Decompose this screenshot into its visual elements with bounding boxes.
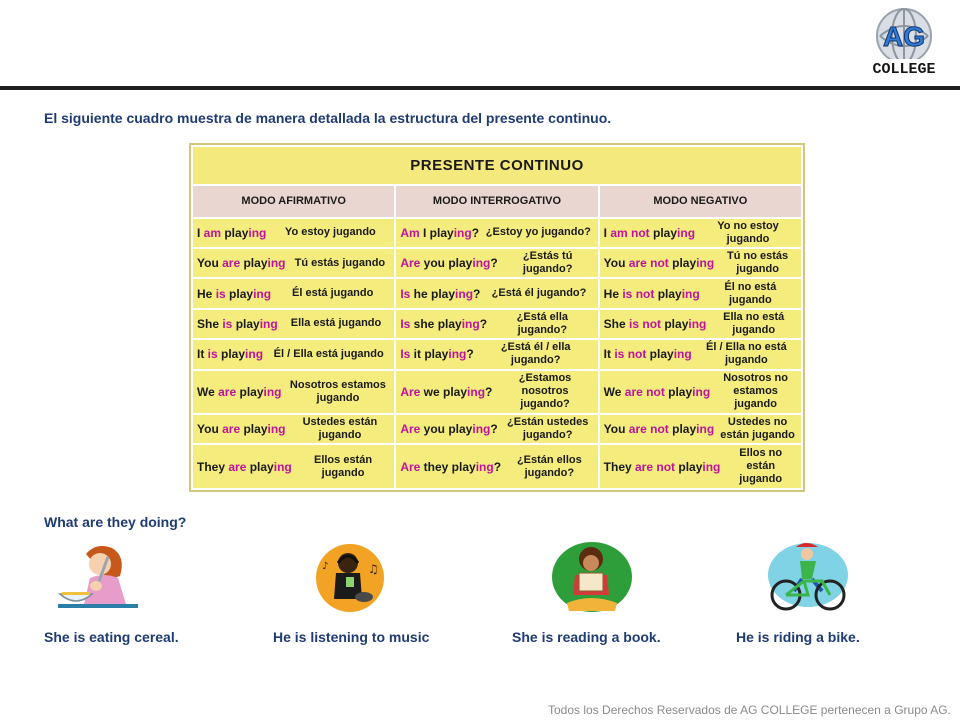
intro-text: El siguiente cuadro muestra de manera detallada la estructura del presente continuo. <box>44 110 612 126</box>
header-interrogative: MODO INTERROGATIVO <box>395 185 598 218</box>
caption-riding-bike: He is riding a bike. <box>736 629 860 645</box>
svg-text:AG: AG <box>883 21 925 52</box>
exercise-question: What are they doing? <box>44 514 187 530</box>
cell-interrogative <box>395 309 598 339</box>
cell-interrogative <box>395 218 598 248</box>
table-row <box>192 414 802 444</box>
english-form: You are not playing <box>603 422 715 437</box>
english-form: Is she playing? <box>400 316 488 331</box>
girl-reading-book-image <box>551 541 633 613</box>
cell-interrogative <box>395 248 598 278</box>
spanish-translation: Ellos no están jugando <box>739 447 783 486</box>
english-form: You are playing <box>197 422 286 437</box>
english-form: They are not playing <box>603 459 721 474</box>
spanish-translation: ¿Están ustedes jugando? <box>507 416 589 442</box>
english-form: They are playing <box>197 459 292 474</box>
english-form: Is it playing? <box>400 347 474 362</box>
cell-interrogative <box>395 414 598 444</box>
header-negative: MODO NEGATIVO <box>599 185 802 218</box>
english-form: It is not playing <box>603 347 692 362</box>
english-form: I am playing <box>197 225 267 240</box>
table-row <box>192 339 802 369</box>
spanish-translation: ¿Está él / ella jugando? <box>500 341 571 367</box>
english-form: Are you playing? <box>400 422 498 437</box>
cell-negative <box>599 248 802 278</box>
english-form: Am I playing? <box>400 225 480 240</box>
table-row <box>192 444 802 489</box>
spanish-translation: Yo estoy jugando <box>284 226 376 239</box>
cell-affirmative <box>192 218 395 248</box>
spanish-translation: Ella está jugando <box>290 317 382 330</box>
spanish-translation: Ustedes no están jugando <box>720 416 795 442</box>
table-title: PRESENTE CONTINUO <box>192 146 802 185</box>
english-form: It is playing <box>197 347 264 362</box>
cell-affirmative <box>192 444 395 489</box>
spanish-translation: Él / Ella no está jugando <box>706 341 787 367</box>
english-form: Are they playing? <box>400 459 502 474</box>
boy-riding-bike-image <box>766 541 850 613</box>
cell-interrogative <box>395 444 598 489</box>
cell-affirmative <box>192 309 395 339</box>
spanish-translation: Él está jugando <box>292 287 374 300</box>
english-form: You are not playing <box>603 256 715 271</box>
cell-affirmative <box>192 278 395 308</box>
spanish-translation: ¿Están ellos jugando? <box>516 453 582 479</box>
cell-negative <box>599 370 802 415</box>
spanish-translation: Yo no estoy jugando <box>717 219 779 245</box>
grammar-table <box>191 145 803 490</box>
table-body <box>192 218 802 489</box>
spanish-translation: Él no está jugando <box>724 280 777 306</box>
cell-affirmative <box>192 414 395 444</box>
boy-listening-music-image <box>314 543 386 613</box>
table-row <box>192 278 802 308</box>
spanish-translation: ¿Estamos nosotros jugando? <box>518 372 572 411</box>
spanish-translation: ¿Estoy yo jugando? <box>485 226 591 239</box>
english-form: She is not playing <box>603 316 707 331</box>
cell-interrogative <box>395 339 598 369</box>
english-form: I am not playing <box>603 225 696 240</box>
english-form: Are you playing? <box>400 256 498 271</box>
copyright-footer: Todos los Derechos Reservados de AG COLLEGE pertenecen a Grupo AG. <box>548 703 951 717</box>
spanish-translation: ¿Está ella jugando? <box>516 310 569 336</box>
svg-text:♪: ♪ <box>322 561 329 572</box>
table-row <box>192 309 802 339</box>
spanish-translation: ¿Está él jugando? <box>491 287 587 300</box>
header-affirmative: MODO AFIRMATIVO <box>192 185 395 218</box>
english-form: Is he playing? <box>400 286 481 301</box>
spanish-translation: Ustedes están jugando <box>302 416 378 442</box>
cell-interrogative <box>395 278 598 308</box>
english-form: We are not playing <box>603 384 711 399</box>
english-form: Are we playing? <box>400 384 493 399</box>
svg-text:COLLEGE: COLLEGE <box>872 61 936 78</box>
spanish-translation: ¿Estás tú jugando? <box>522 250 573 276</box>
caption-reading-book: She is reading a book. <box>512 629 661 645</box>
caption-listening-music: He is listening to music <box>273 629 430 645</box>
cell-negative <box>599 218 802 248</box>
spanish-translation: Él / Ella está jugando <box>273 347 384 360</box>
cell-interrogative <box>395 370 598 415</box>
cell-negative <box>599 339 802 369</box>
spanish-translation: Nosotros no estamos jugando <box>723 372 788 411</box>
cell-negative <box>599 414 802 444</box>
spanish-translation: Ella no está jugando <box>723 310 785 336</box>
cell-negative <box>599 444 802 489</box>
english-form: He is not playing <box>603 286 700 301</box>
spanish-translation: Nosotros estamos jugando <box>289 378 386 404</box>
table-row <box>192 248 802 278</box>
caption-eating-cereal: She is eating cereal. <box>44 629 179 645</box>
english-form: He is playing <box>197 286 272 301</box>
english-form: You are playing <box>197 256 286 271</box>
spanish-translation: Tú estás jugando <box>294 256 386 269</box>
cell-negative <box>599 278 802 308</box>
cell-negative <box>599 309 802 339</box>
header-divider <box>0 86 960 90</box>
english-form: She is playing <box>197 316 278 331</box>
spanish-translation: Tú no estás jugando <box>727 250 789 276</box>
svg-text:♫: ♫ <box>368 562 379 576</box>
cell-affirmative <box>192 339 395 369</box>
table-row <box>192 218 802 248</box>
cell-affirmative <box>192 370 395 415</box>
ag-college-logo <box>864 6 944 78</box>
table-row <box>192 370 802 415</box>
spanish-translation: Ellos están jugando <box>313 453 373 479</box>
cell-affirmative <box>192 248 395 278</box>
english-form: We are playing <box>197 384 282 399</box>
girl-eating-cereal-image <box>56 542 140 612</box>
present-continuous-table <box>189 143 805 492</box>
